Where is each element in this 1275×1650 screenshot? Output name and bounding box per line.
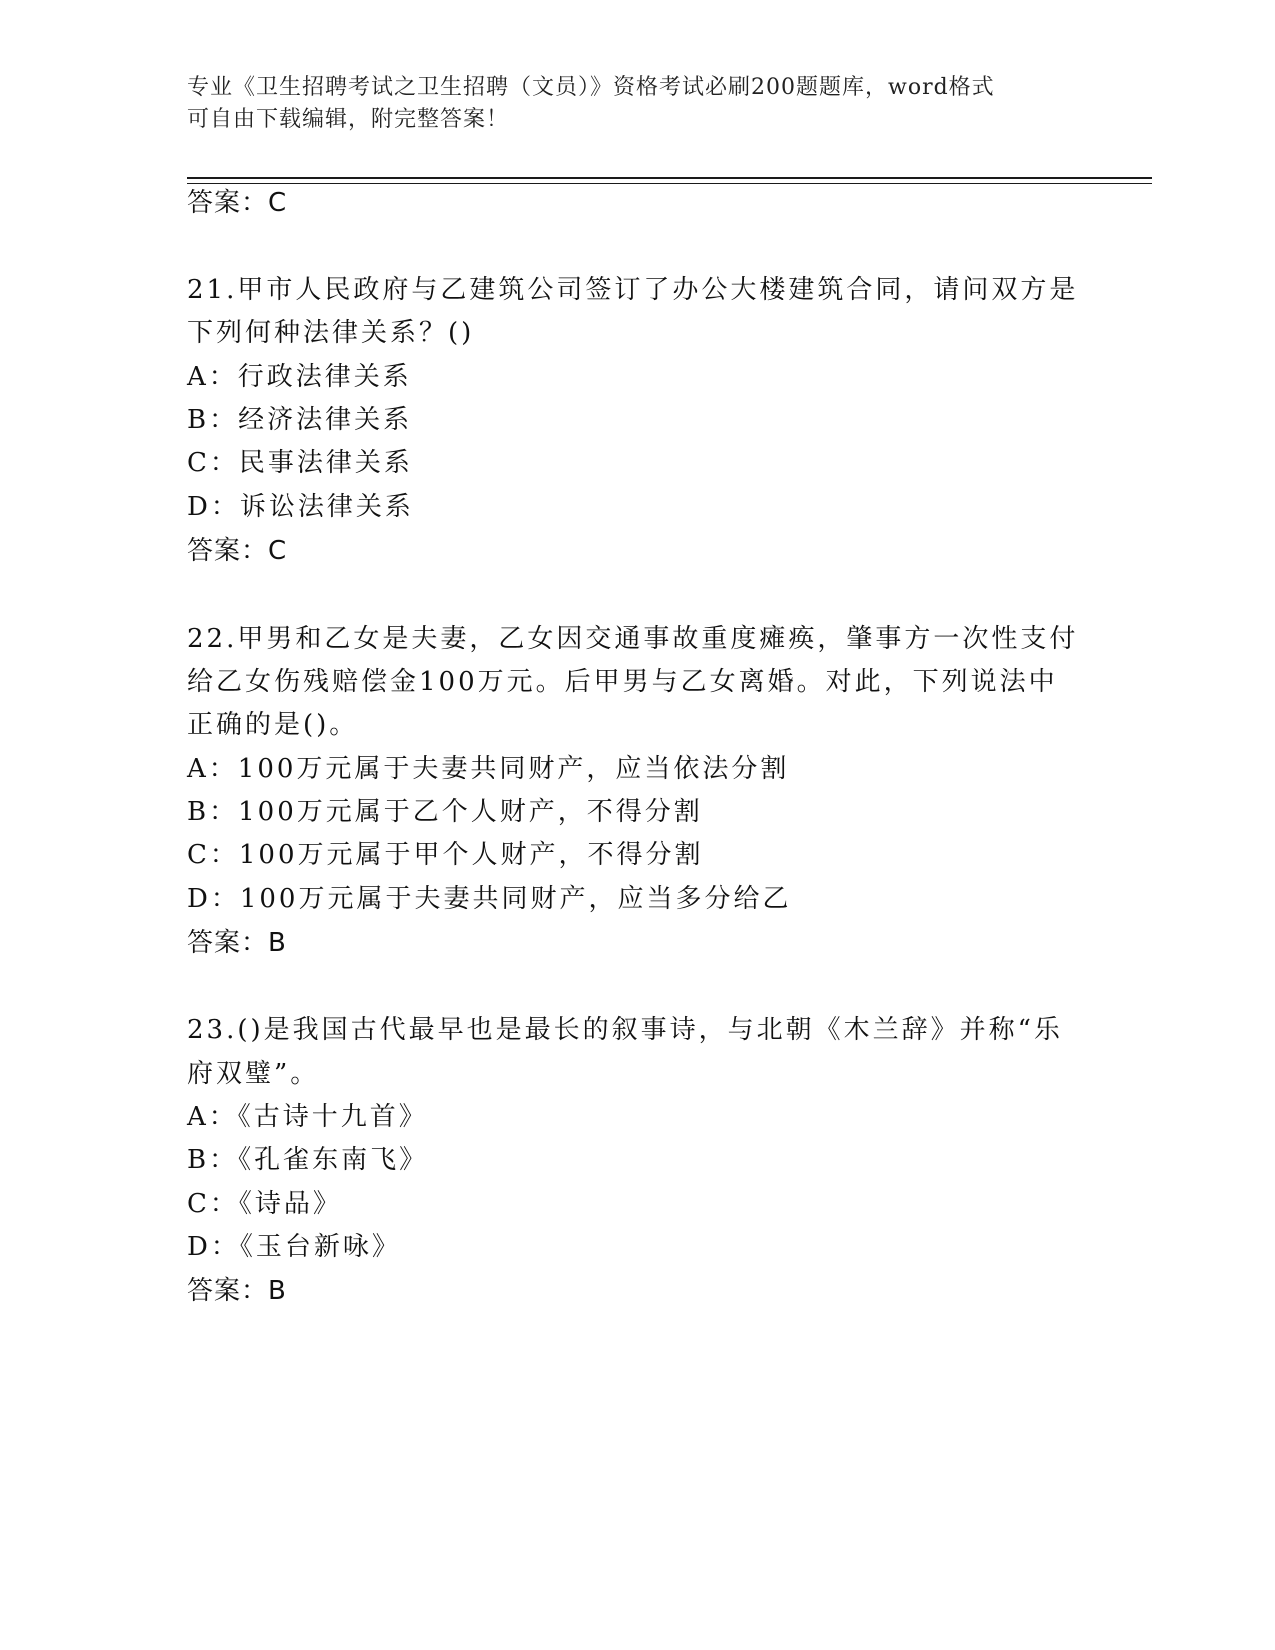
header-divider: [187, 177, 1152, 179]
question-21-stem-line-1: 21.甲市人民政府与乙建筑公司签订了办公大楼建筑合同，请问双方是: [187, 275, 1079, 305]
question-23-option-c: C：《诗品》: [187, 1189, 342, 1219]
question-21-option-b: B：经济法律关系: [187, 405, 413, 435]
question-21-option-d: D：诉讼法律关系: [187, 492, 414, 522]
header-divider-thin: [187, 183, 1152, 184]
question-22-stem-line-3: 正确的是()。: [187, 710, 359, 740]
header-line-1: 专业《卫生招聘考试之卫生招聘（文员）》资格考试必刷200题题库，word格式: [187, 75, 995, 100]
question-22-answer: 答案：B: [187, 928, 287, 958]
question-22-option-a: A：100万元属于夫妻共同财产，应当依法分割: [187, 754, 790, 784]
question-23-option-b: B：《孔雀东南飞》: [187, 1145, 429, 1175]
document-header: [187, 72, 1067, 136]
previous-answer: 答案：C: [187, 188, 288, 218]
question-21-stem-line-2: 下列何种法律关系？(): [187, 318, 475, 348]
question-22-option-c: C：100万元属于甲个人财产，不得分割: [187, 840, 704, 870]
header-line-2: 可自由下载编辑，附完整答案！: [187, 107, 510, 132]
question-22-stem-line-1: 22.甲男和乙女是夫妻，乙女因交通事故重度瘫痪，肇事方一次性支付: [187, 624, 1079, 654]
question-22-option-b: B：100万元属于乙个人财产，不得分割: [187, 797, 703, 827]
question-23-option-d: D：《玉台新咏》: [187, 1232, 401, 1262]
question-21-option-a: A：行政法律关系: [187, 362, 412, 392]
question-23-stem-line-2: 府双璧”。: [187, 1059, 320, 1089]
question-23-answer: 答案：B: [187, 1276, 287, 1306]
question-22-option-d: D：100万元属于夫妻共同财产，应当多分给乙: [187, 884, 792, 914]
question-22-stem-line-2: 给乙女伤残赔偿金100万元。后甲男与乙女离婚。对此，下列说法中: [187, 667, 1058, 697]
question-23-stem-line-1: 23.()是我国古代最早也是最长的叙事诗，与北朝《木兰辞》并称“乐: [187, 1015, 1063, 1045]
question-23-option-a: A：《古诗十九首》: [187, 1102, 428, 1132]
question-21-option-c: C：民事法律关系: [187, 448, 413, 478]
question-21-answer: 答案：C: [187, 536, 288, 566]
